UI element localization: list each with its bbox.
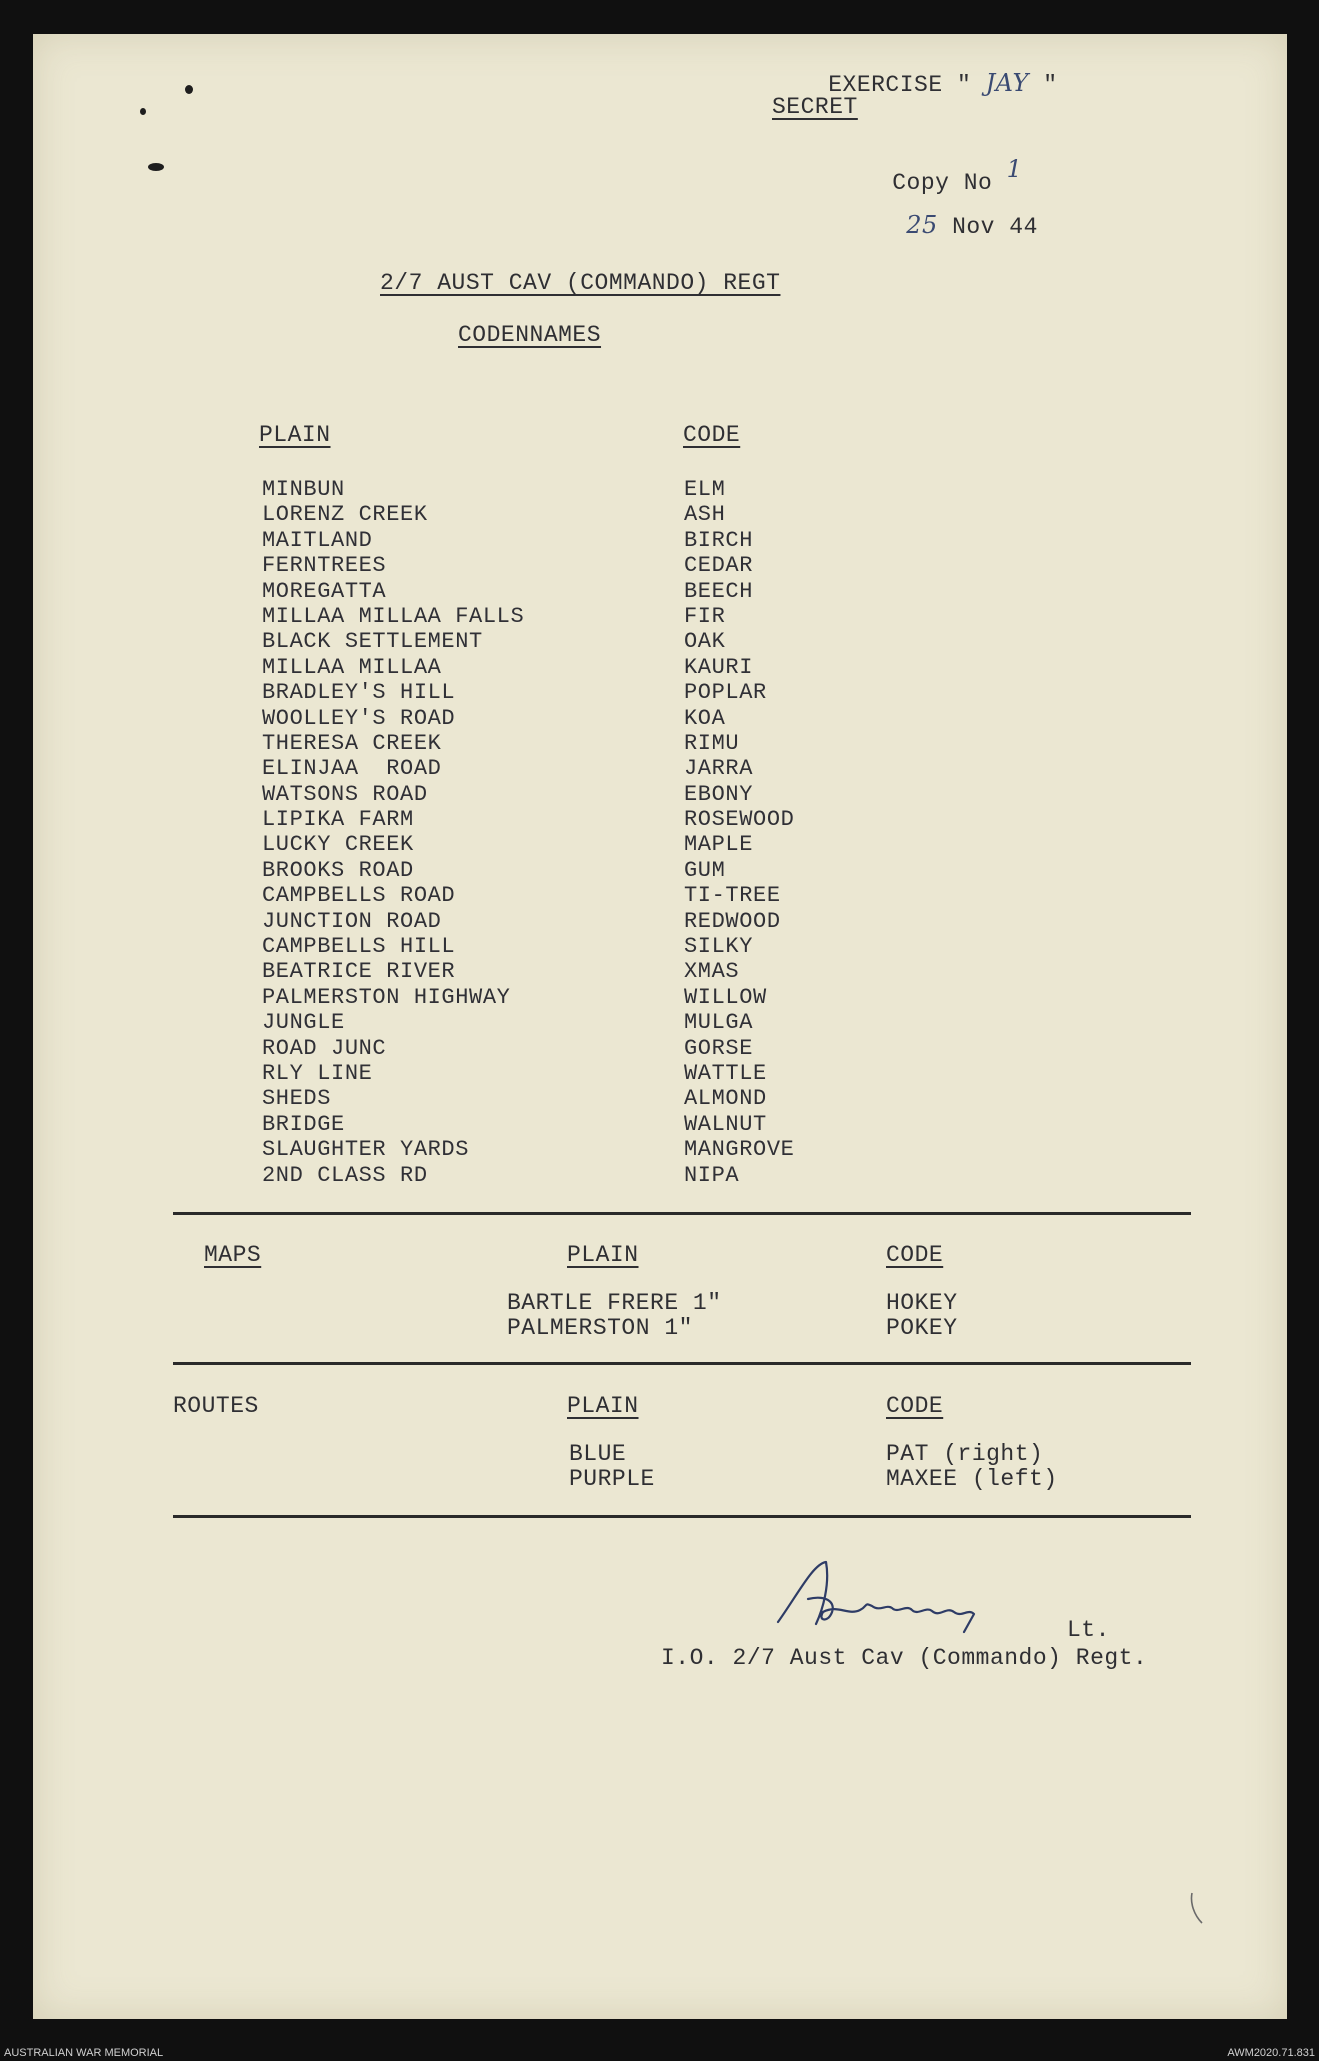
codename-code: WILLOW bbox=[684, 984, 767, 1010]
codename-code: SILKY bbox=[684, 934, 754, 960]
copy-label: Copy No bbox=[892, 170, 993, 196]
codename-plain: THERESA CREEK bbox=[262, 730, 442, 756]
maps-label: MAPS bbox=[204, 1242, 262, 1268]
codename-code: ROSEWOOD bbox=[684, 807, 795, 833]
codename-plain: FERNTREES bbox=[262, 553, 387, 579]
codename-plain: JUNCTION ROAD bbox=[262, 908, 442, 934]
pencil-mark bbox=[1188, 1889, 1208, 1929]
maps-row-2-plain: PALMERSTON 1" bbox=[507, 1315, 693, 1341]
codename-code: OAK bbox=[684, 629, 726, 655]
codename-plain: 2ND CLASS RD bbox=[262, 1162, 428, 1188]
classification: SECRET bbox=[772, 94, 858, 120]
codename-code: ALMOND bbox=[684, 1086, 767, 1112]
exercise-line: EXERCISE " JAY " bbox=[828, 69, 1058, 98]
codename-plain: LIPIKA FARM bbox=[262, 807, 414, 833]
codename-plain: MOREGATTA bbox=[262, 578, 387, 604]
codename-plain: BRIDGE bbox=[262, 1111, 345, 1137]
codename-plain: MAITLAND bbox=[262, 527, 373, 553]
codename-code: NIPA bbox=[684, 1162, 740, 1188]
codename-plain: MILLAA MILLAA FALLS bbox=[262, 603, 525, 629]
codename-plain: SLAUGHTER YARDS bbox=[262, 1137, 470, 1163]
footer-right: AWM2020.71.831 bbox=[1227, 2047, 1315, 2059]
divider bbox=[173, 1362, 1191, 1365]
codename-plain: CAMPBELLS HILL bbox=[262, 934, 456, 960]
codename-plain: WATSONS ROAD bbox=[262, 781, 428, 807]
routes-row-1-plain: BLUE bbox=[569, 1441, 627, 1467]
maps-row-1-plain: BARTLE FRERE 1" bbox=[507, 1290, 722, 1316]
routes-row-1-code: PAT (right) bbox=[886, 1441, 1044, 1467]
unit-title: 2/7 AUST CAV (COMMANDO) REGT bbox=[380, 270, 781, 296]
codename-code: RIMU bbox=[684, 730, 740, 756]
codename-code: TI-TREE bbox=[684, 883, 781, 909]
maps-code-header: CODE bbox=[886, 1242, 944, 1268]
codename-plain: BRADLEY'S HILL bbox=[262, 680, 456, 706]
code-column-header: CODE bbox=[683, 422, 741, 448]
signature-image bbox=[768, 1554, 1018, 1634]
codename-code: XMAS bbox=[684, 959, 740, 985]
plain-column bbox=[262, 477, 524, 1188]
codename-plain: BLACK SETTLEMENT bbox=[262, 629, 483, 655]
codename-code: REDWOOD bbox=[684, 908, 781, 934]
date-line bbox=[849, 190, 1038, 262]
codename-plain: RLY LINE bbox=[262, 1060, 373, 1086]
plain-column-header: PLAIN bbox=[259, 422, 331, 448]
codenames-title: CODENNAMES bbox=[458, 322, 602, 348]
codename-plain: BEATRICE RIVER bbox=[262, 959, 456, 985]
exercise-label: EXERCISE bbox=[828, 72, 943, 98]
codename-code: EBONY bbox=[684, 781, 754, 807]
signature-rank: Lt. bbox=[1067, 1617, 1110, 1643]
ink-spot bbox=[140, 108, 146, 115]
codename-code: ELM bbox=[684, 477, 726, 502]
routes-row-2-plain: PURPLE bbox=[569, 1466, 655, 1492]
maps-row-2-code: POKEY bbox=[886, 1315, 958, 1341]
codename-code: FIR bbox=[684, 603, 726, 629]
divider bbox=[173, 1515, 1191, 1518]
signature-appointment: I.O. 2/7 Aust Cav (Commando) Regt. bbox=[661, 1645, 1148, 1671]
codename-plain: CAMPBELLS ROAD bbox=[262, 883, 456, 909]
codename-code: WATTLE bbox=[684, 1060, 767, 1086]
routes-code-header: CODE bbox=[886, 1393, 944, 1419]
routes-label: ROUTES bbox=[173, 1393, 259, 1419]
maps-row-1-code: HOKEY bbox=[886, 1290, 958, 1316]
document-page bbox=[33, 34, 1287, 2019]
date-rest: Nov 44 bbox=[952, 214, 1038, 240]
codename-code: JARRA bbox=[684, 756, 754, 782]
ink-spot bbox=[185, 85, 193, 94]
codename-plain: LORENZ CREEK bbox=[262, 502, 428, 528]
routes-row-2-code: MAXEE (left) bbox=[886, 1466, 1058, 1492]
codename-plain: MINBUN bbox=[262, 477, 345, 502]
footer-left: AUSTRALIAN WAR MEMORIAL bbox=[4, 2047, 164, 2059]
codename-plain: SHEDS bbox=[262, 1086, 332, 1112]
codename-plain: LUCKY CREEK bbox=[262, 832, 414, 858]
codename-plain: ROAD JUNC bbox=[262, 1035, 387, 1061]
maps-plain-header: PLAIN bbox=[567, 1242, 639, 1268]
copy-number: 1 bbox=[1006, 155, 1023, 183]
codename-code: KOA bbox=[684, 705, 726, 731]
codename-code: MULGA bbox=[684, 1010, 754, 1036]
codename-code: CEDAR bbox=[684, 553, 754, 579]
codename-plain: BROOKS ROAD bbox=[262, 857, 414, 883]
codename-plain: MILLAA MILLAA bbox=[262, 654, 442, 680]
codename-code: KAURI bbox=[684, 654, 754, 680]
codename-plain: ELINJAA ROAD bbox=[262, 756, 442, 782]
exercise-name: JAY bbox=[985, 69, 1029, 97]
codename-code: MANGROVE bbox=[684, 1137, 795, 1163]
codename-code: MAPLE bbox=[684, 832, 754, 858]
code-column bbox=[684, 477, 794, 1188]
codename-plain: WOOLLEY'S ROAD bbox=[262, 705, 456, 731]
date-day: 25 bbox=[906, 211, 938, 239]
divider bbox=[173, 1212, 1191, 1215]
codename-code: GORSE bbox=[684, 1035, 754, 1061]
codename-code: POPLAR bbox=[684, 680, 767, 706]
codename-code: GUM bbox=[684, 857, 726, 883]
codename-plain: JUNGLE bbox=[262, 1010, 345, 1036]
routes-plain-header: PLAIN bbox=[567, 1393, 639, 1419]
codename-code: BIRCH bbox=[684, 527, 754, 553]
codename-plain: PALMERSTON HIGHWAY bbox=[262, 984, 511, 1010]
ink-spot bbox=[148, 163, 164, 171]
codename-code: BEECH bbox=[684, 578, 754, 604]
codename-code: ASH bbox=[684, 502, 726, 528]
codename-code: WALNUT bbox=[684, 1111, 767, 1137]
